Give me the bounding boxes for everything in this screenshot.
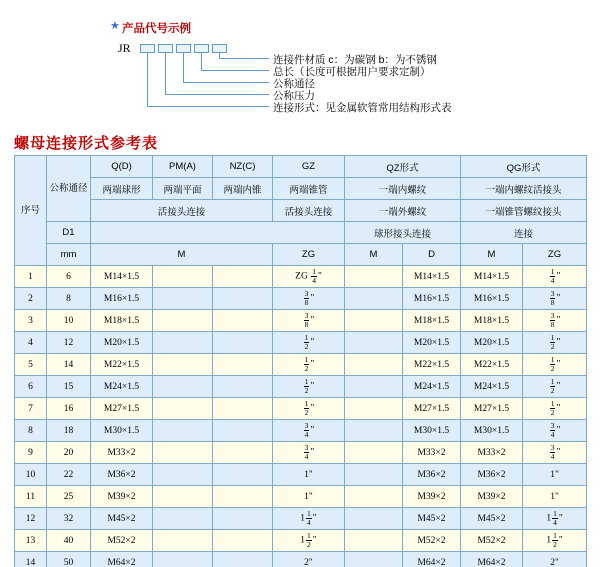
cell-qg-m: M22×1.5 <box>461 354 523 376</box>
cell-nz <box>213 442 273 464</box>
table-row <box>15 354 587 376</box>
cell-qz-m <box>345 442 403 464</box>
cell-dn: 8 <box>47 288 91 310</box>
diagram-note-pressure: 公称压力 <box>273 90 315 102</box>
cell-nz <box>213 530 273 552</box>
code-box-2 <box>158 44 173 53</box>
header-sn: 序号 <box>15 156 47 266</box>
cell-qz-d: M20×1.5 <box>403 332 461 354</box>
cell-nz <box>213 464 273 486</box>
cell-qg-zg: $\frac{3}{4}$ " <box>523 442 587 464</box>
header-gz-desc: 两端锥管 <box>273 178 345 200</box>
cell-gz: $\frac{3}{4}$ " <box>273 442 345 464</box>
cell-qg-zg: $\frac{3}{8}$ " <box>523 288 587 310</box>
header-row-1 <box>15 156 587 178</box>
cell-nz <box>213 508 273 530</box>
cell-sn: 11 <box>15 486 47 508</box>
cell-qz-m <box>345 486 403 508</box>
cell-dn: 12 <box>47 332 91 354</box>
table-body <box>15 266 587 567</box>
cell-nz <box>213 288 273 310</box>
cell-pm <box>153 376 213 398</box>
cell-qz-d: M33×2 <box>403 442 461 464</box>
cell-qz-m <box>345 420 403 442</box>
cell-pm <box>153 552 213 567</box>
cell-pm <box>153 354 213 376</box>
table-row <box>15 530 587 552</box>
cell-sn: 3 <box>15 310 47 332</box>
header-qz-d: D <box>403 244 461 266</box>
cell-qz-d: M14×1.5 <box>403 266 461 288</box>
cell-qz-m <box>345 508 403 530</box>
header-group-qz-code: QZ形式 <box>345 156 461 178</box>
cell-qg-zg: $\frac{1}{2}$ " <box>523 398 587 420</box>
header-qg-desc-2: 一端锥管螺纹接头 <box>461 200 587 222</box>
code-box-5 <box>212 44 227 53</box>
cell-gz: $\frac{1}{2}$ " <box>273 354 345 376</box>
cell-qg-m: M33×2 <box>461 442 523 464</box>
cell-q: M20×1.5 <box>91 332 153 354</box>
header-qz-desc-1: 一端内螺纹 <box>345 178 461 200</box>
leader-line-3-v <box>183 53 184 82</box>
cell-qz-m <box>345 310 403 332</box>
diagram-note-length: 总长（长度可根据用户要求定制） <box>273 66 431 78</box>
diagram-note-bore: 公称通径 <box>273 78 315 90</box>
header-thread-zg: ZG <box>273 244 345 266</box>
cell-sn: 6 <box>15 376 47 398</box>
cell-gz: $\frac{3}{4}$ " <box>273 420 345 442</box>
cell-qg-zg: $\frac{3}{8}$ " <box>523 310 587 332</box>
cell-gz: 2" <box>273 552 345 567</box>
cell-dn: 10 <box>47 310 91 332</box>
cell-nz <box>213 332 273 354</box>
cell-qg-m: M16×1.5 <box>461 288 523 310</box>
cell-qz-d: M39×2 <box>403 486 461 508</box>
cell-sn: 10 <box>15 464 47 486</box>
cell-qz-m <box>345 376 403 398</box>
table-row <box>15 288 587 310</box>
cell-qz-m <box>345 332 403 354</box>
header-qz-desc-2: 一端外螺纹 <box>345 200 461 222</box>
cell-qz-d: M27×1.5 <box>403 398 461 420</box>
header-row-2 <box>15 178 587 200</box>
cell-qz-m <box>345 464 403 486</box>
header-q-desc: 两端球形 <box>91 178 153 200</box>
cell-qg-zg: 1" <box>523 486 587 508</box>
cell-pm <box>153 288 213 310</box>
cell-qz-d: M24×1.5 <box>403 376 461 398</box>
cell-sn: 14 <box>15 552 47 567</box>
header-q-connect: 活接头连接 <box>91 200 273 222</box>
cell-pm <box>153 266 213 288</box>
cell-sn: 5 <box>15 354 47 376</box>
cell-pm <box>153 398 213 420</box>
cell-nz <box>213 398 273 420</box>
cell-qz-m <box>345 398 403 420</box>
cell-q: M36×2 <box>91 464 153 486</box>
cell-qg-zg: $\frac{1}{2}$ " <box>523 376 587 398</box>
cell-qz-m <box>345 288 403 310</box>
cell-qg-m: M20×1.5 <box>461 332 523 354</box>
cell-nz <box>213 552 273 567</box>
cell-dn: 25 <box>47 486 91 508</box>
leader-line-4-h <box>201 70 269 71</box>
diagram-note-material: 连接件材质 c：为碳钢 b：为不锈钢 <box>273 54 437 66</box>
cell-qg-m: M30×1.5 <box>461 420 523 442</box>
cell-sn: 7 <box>15 398 47 420</box>
cell-qg-zg: $\frac{3}{4}$ " <box>523 420 587 442</box>
header-group-nz-code: NZ(C) <box>213 156 273 178</box>
cell-dn: 50 <box>47 552 91 567</box>
diagram-title: 产品代号示例 <box>122 23 191 35</box>
cell-dn: 16 <box>47 398 91 420</box>
header-qg-m: M <box>461 244 523 266</box>
cell-qg-zg: 1 $\frac{1}{2}$ " <box>523 530 587 552</box>
cell-pm <box>153 442 213 464</box>
cell-qz-m <box>345 266 403 288</box>
cell-pm <box>153 332 213 354</box>
header-row-4 <box>15 222 587 244</box>
cell-qg-m: M64×2 <box>461 552 523 567</box>
header-group-qg-code: QG形式 <box>461 156 587 178</box>
header-spacer-a <box>91 222 345 244</box>
cell-qz-d: M18×1.5 <box>403 310 461 332</box>
cell-qz-m <box>345 552 403 567</box>
cell-q: M14×1.5 <box>91 266 153 288</box>
header-qg-desc-1: 一端内螺纹活接头 <box>461 178 587 200</box>
cell-qg-zg: 1 $\frac{1}{4}$ " <box>523 508 587 530</box>
cell-sn: 4 <box>15 332 47 354</box>
table-row <box>15 486 587 508</box>
cell-qz-d: M36×2 <box>403 464 461 486</box>
cell-qg-m: M24×1.5 <box>461 376 523 398</box>
cell-q: M18×1.5 <box>91 310 153 332</box>
cell-q: M30×1.5 <box>91 420 153 442</box>
cell-q: M64×2 <box>91 552 153 567</box>
cell-qg-zg: $\frac{1}{2}$ " <box>523 354 587 376</box>
cell-sn: 9 <box>15 442 47 464</box>
cell-q: M45×2 <box>91 508 153 530</box>
header-d1: D1 <box>47 222 91 244</box>
table-head <box>15 156 587 266</box>
cell-pm <box>153 508 213 530</box>
cell-gz: ZG $\frac{1}{4}$ " <box>273 266 345 288</box>
cell-qz-d: M45×2 <box>403 508 461 530</box>
cell-q: M33×2 <box>91 442 153 464</box>
cell-gz: 1 $\frac{1}{2}$ " <box>273 530 345 552</box>
code-box-1 <box>140 44 155 53</box>
cell-nz <box>213 376 273 398</box>
leader-line-5-h <box>219 58 269 59</box>
table-row <box>15 332 587 354</box>
cell-qg-zg: $\frac{1}{2}$ " <box>523 332 587 354</box>
cell-pm <box>153 420 213 442</box>
cell-sn: 13 <box>15 530 47 552</box>
cell-dn: 18 <box>47 420 91 442</box>
cell-q: M27×1.5 <box>91 398 153 420</box>
cell-nz <box>213 354 273 376</box>
leader-line-2-h <box>165 94 269 95</box>
cell-qg-m: M27×1.5 <box>461 398 523 420</box>
cell-dn: 22 <box>47 464 91 486</box>
cell-pm <box>153 464 213 486</box>
cell-qz-m <box>345 354 403 376</box>
table-row <box>15 464 587 486</box>
page-title: 螺母连接形式参考表 <box>14 135 159 152</box>
header-qz-m: M <box>345 244 403 266</box>
header-qz-desc-3: 球形接头连接 <box>345 222 461 244</box>
table-row <box>15 552 587 567</box>
header-gz-connect: 活接头连接 <box>273 200 345 222</box>
cell-qg-zg: 2" <box>523 552 587 567</box>
code-box-3 <box>176 44 191 53</box>
header-group-q-code: Q(D) <box>91 156 153 178</box>
leader-line-2-v <box>165 53 166 94</box>
cell-gz: $\frac{3}{8}$ " <box>273 288 345 310</box>
cell-qg-m: M39×2 <box>461 486 523 508</box>
diagram-note-conntype: 连接形式：见金属软管常用结构形式表 <box>273 102 452 114</box>
cell-qz-d: M22×1.5 <box>403 354 461 376</box>
table-row <box>15 310 587 332</box>
table-row <box>15 442 587 464</box>
cell-qg-zg: $\frac{1}{4}$ " <box>523 266 587 288</box>
cell-nz <box>213 310 273 332</box>
header-unit-mm: mm <box>47 244 91 266</box>
leader-line-1-h <box>147 106 269 107</box>
header-nz-desc: 两端内锥 <box>213 178 273 200</box>
product-prefix-label: JR <box>118 41 131 55</box>
cell-q: M52×2 <box>91 530 153 552</box>
header-row-5 <box>15 244 587 266</box>
cell-nz <box>213 486 273 508</box>
cell-qg-m: M18×1.5 <box>461 310 523 332</box>
cell-sn: 8 <box>15 420 47 442</box>
cell-qz-d: M64×2 <box>403 552 461 567</box>
leader-line-3-h <box>183 82 269 83</box>
cell-q: M22×1.5 <box>91 354 153 376</box>
cell-qg-zg: 1" <box>523 464 587 486</box>
leader-line-1-v <box>147 53 148 106</box>
cell-gz: $\frac{3}{8}$ " <box>273 310 345 332</box>
cell-sn: 12 <box>15 508 47 530</box>
nut-connection-table-wrap <box>14 155 586 567</box>
cell-dn: 14 <box>47 354 91 376</box>
table-row <box>15 420 587 442</box>
header-qg-desc-3: 连接 <box>461 222 587 244</box>
cell-gz: $\frac{1}{2}$ " <box>273 332 345 354</box>
table-row <box>15 508 587 530</box>
cell-pm <box>153 486 213 508</box>
table-row <box>15 398 587 420</box>
cell-dn: 32 <box>47 508 91 530</box>
header-thread-m: M <box>91 244 273 266</box>
cell-qz-d: M30×1.5 <box>403 420 461 442</box>
cell-qg-m: M14×1.5 <box>461 266 523 288</box>
nut-connection-table <box>14 155 587 567</box>
header-group-gz-code: GZ <box>273 156 345 178</box>
table-row <box>15 376 587 398</box>
cell-qg-m: M45×2 <box>461 508 523 530</box>
cell-qz-d: M52×2 <box>403 530 461 552</box>
cell-qz-m <box>345 530 403 552</box>
cell-q: M39×2 <box>91 486 153 508</box>
header-row-3 <box>15 200 587 222</box>
product-code-diagram <box>0 0 600 128</box>
header-group-pm-code: PM(A) <box>153 156 213 178</box>
header-pm-desc: 两端平面 <box>153 178 213 200</box>
cell-nz <box>213 266 273 288</box>
cell-dn: 6 <box>47 266 91 288</box>
cell-gz: $\frac{1}{2}$ " <box>273 398 345 420</box>
table-row <box>15 266 587 288</box>
star-icon: ★ <box>110 20 120 32</box>
cell-sn: 2 <box>15 288 47 310</box>
cell-sn: 1 <box>15 266 47 288</box>
cell-dn: 15 <box>47 376 91 398</box>
cell-dn: 40 <box>47 530 91 552</box>
header-qg-zg: ZG <box>523 244 587 266</box>
leader-line-4-v <box>201 53 202 70</box>
cell-gz: $\frac{1}{2}$ " <box>273 376 345 398</box>
code-box-4 <box>194 44 209 53</box>
cell-qg-m: M52×2 <box>461 530 523 552</box>
cell-gz: 1" <box>273 464 345 486</box>
cell-gz: 1 $\frac{1}{4}$ " <box>273 508 345 530</box>
cell-qz-d: M16×1.5 <box>403 288 461 310</box>
header-dn: 公称通径 <box>47 156 91 222</box>
cell-gz: 1" <box>273 486 345 508</box>
cell-q: M16×1.5 <box>91 288 153 310</box>
cell-qg-m: M36×2 <box>461 464 523 486</box>
cell-pm <box>153 310 213 332</box>
cell-q: M24×1.5 <box>91 376 153 398</box>
cell-nz <box>213 420 273 442</box>
cell-dn: 20 <box>47 442 91 464</box>
cell-pm <box>153 530 213 552</box>
